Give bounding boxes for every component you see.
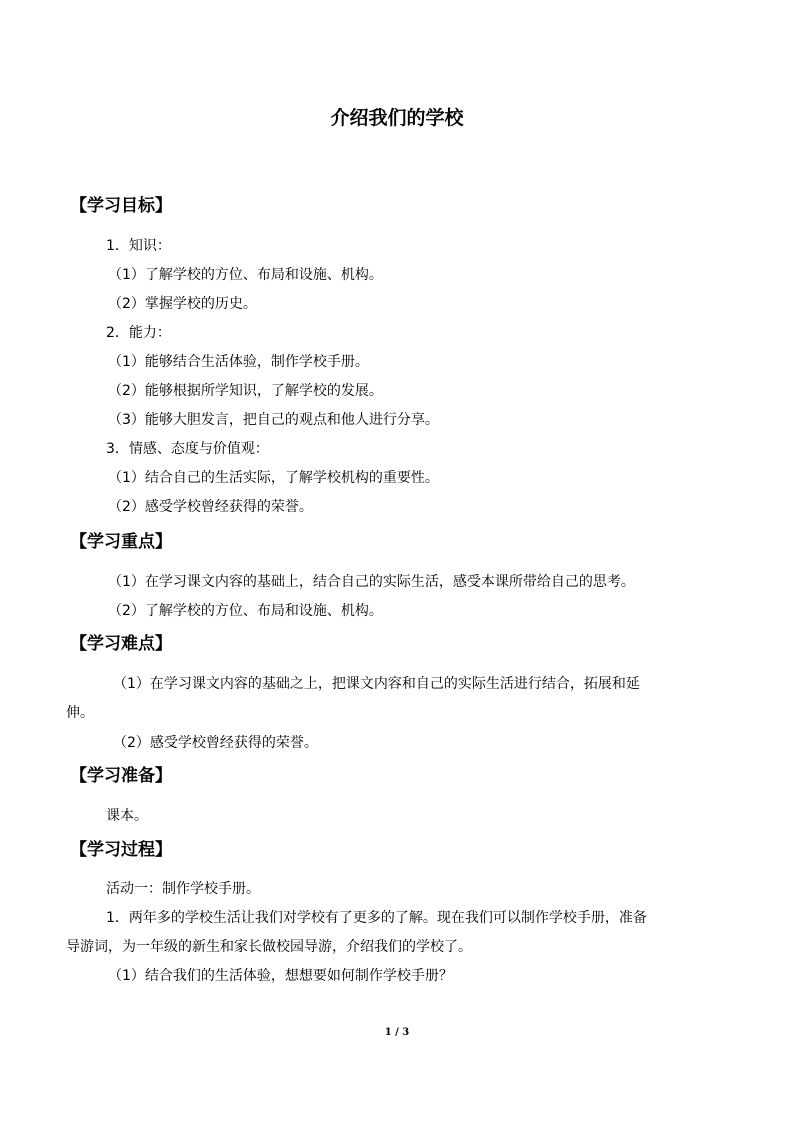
- document-title: 介绍我们的学校: [330, 107, 464, 129]
- key-points-line: （1）在学习课文内容的基础上，结合自己的实际生活，感受本课所带给自己的思考。: [108, 574, 635, 590]
- objectives-line: 2．能力：: [106, 325, 171, 341]
- objectives-line: （1）结合自己的生活实际，了解学校机构的重要性。: [108, 470, 439, 486]
- process-line: 1．两年多的学校生活让我们对学校有了更多的了解。现在我们可以制作学校手册，准备: [106, 910, 647, 926]
- section-heading-key-points: 【学习重点】: [70, 532, 172, 552]
- process-line: （1）结合我们的生活体验，想想要如何制作学校手册？: [108, 968, 453, 984]
- objectives-line: （2）能够根据所学知识，了解学校的发展。: [108, 383, 383, 399]
- objectives-line: （1）能够结合生活体验，制作学校手册。: [108, 354, 369, 370]
- page-number: 1 / 3: [384, 1027, 410, 1038]
- key-points-line: （2）了解学校的方位、布局和设施、机构。: [108, 603, 383, 619]
- objectives-line: （1）了解学校的方位、布局和设施、机构。: [108, 267, 383, 283]
- difficulties-line: 伸。: [66, 705, 94, 721]
- objectives-line: 1．知识：: [106, 238, 171, 254]
- objectives-line: 3．情感、态度与价值观：: [106, 441, 269, 457]
- preparation-line: 课本。: [106, 808, 148, 824]
- objectives-line: （2）感受学校曾经获得的荣誉。: [108, 499, 313, 515]
- objectives-line: （2）掌握学校的历史。: [108, 296, 257, 312]
- process-line: 活动一：制作学校手册。: [106, 881, 260, 897]
- section-heading-objectives: 【学习目标】: [70, 196, 172, 216]
- difficulties-line: （2）感受学校曾经获得的荣誉。: [113, 735, 318, 751]
- section-heading-process: 【学习过程】: [70, 840, 172, 860]
- objectives-line: （3）能够大胆发言，把自己的观点和他人进行分享。: [108, 412, 439, 428]
- section-heading-preparation: 【学习准备】: [70, 766, 172, 786]
- difficulties-line: （1）在学习课文内容的基础之上，把课文内容和自己的实际生活进行结合，拓展和延: [113, 676, 640, 692]
- process-line: 导游词，为一年级的新生和家长做校园导游，介绍我们的学校了。: [66, 939, 472, 955]
- section-heading-difficulties: 【学习难点】: [70, 634, 172, 654]
